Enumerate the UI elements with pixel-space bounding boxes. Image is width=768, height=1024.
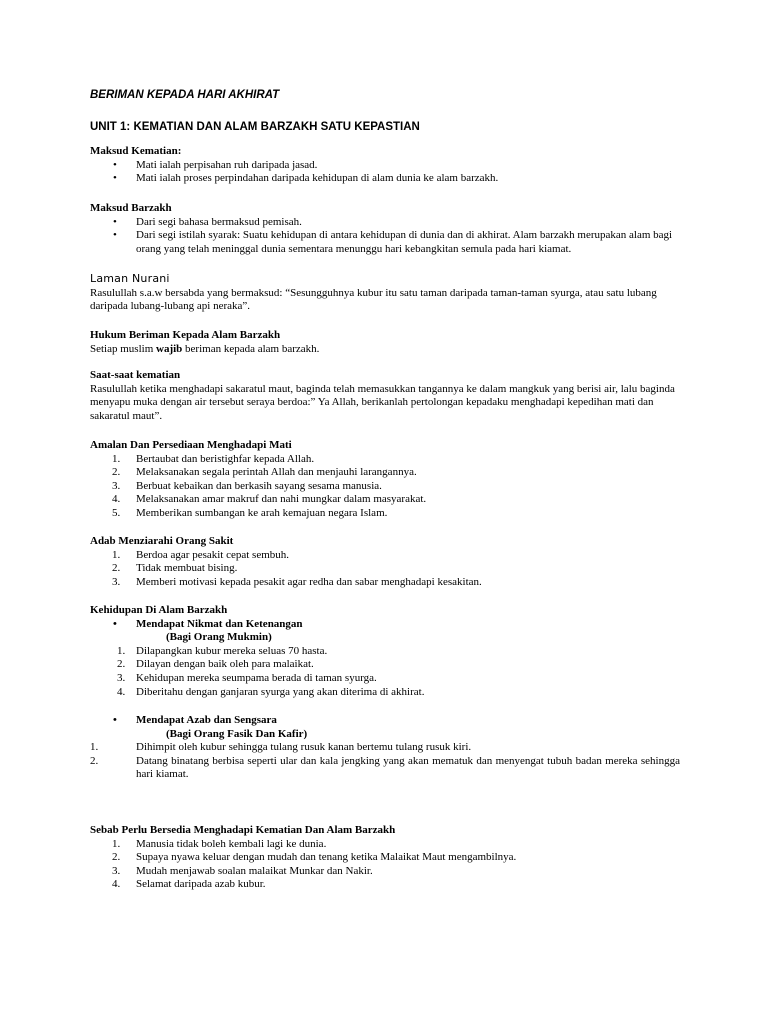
list-item: 3. Memberi motivasi kepada pesakit agar redha dan sabar menghadapi kesakitan. [112, 575, 482, 588]
section-heading: Hukum Beriman Kepada Alam Barzakh [90, 329, 281, 341]
section-maksud-kematian [90, 145, 680, 186]
list-item: 3. Kehidupan mereka seumpama berada di taman syurga. [117, 671, 377, 684]
section-sebab [90, 824, 680, 892]
list-item: • Dari segi bahasa bermaksud pemisah. [90, 216, 680, 230]
list-item: 4. Selamat daripada azab kubur. [112, 878, 266, 891]
list-item: 2. Dilayan dengan baik oleh para malaikat. [117, 658, 314, 671]
hukum-text [90, 343, 680, 357]
list-item-text: Memberi motivasi kepada pesakit agar redha dan sabar menghadapi kesakitan. [136, 575, 482, 588]
list-item-text: Dilapangkan kubur mereka seluas 70 hasta. [136, 644, 328, 657]
list-item: 2. Datang binatang berbisa seperti ular dan kala jengking yang akan mematuk dan menyengat tubuh badan mereka sehingga hari kiamat. [90, 754, 680, 781]
bullet-list [90, 714, 680, 728]
bullet-list [90, 159, 680, 186]
numbered-list [90, 645, 680, 699]
section-heading: Kehidupan Di Alam Barzakh [90, 604, 228, 616]
numbered-list [90, 838, 680, 892]
section-heading: Laman Nurani [90, 272, 170, 285]
section-hukum [90, 329, 680, 356]
list-item: 1. Dihimpit oleh kubur sehingga tulang rusuk kanan bertemu tulang rusuk kiri. [90, 741, 472, 754]
section-heading: Adab Menziarahi Orang Sakit [90, 535, 234, 547]
numbered-list [90, 453, 680, 521]
list-item: 1. Bertaubat dan beristighfar kepada Allah. [112, 452, 315, 465]
list-item: 3. Berbuat kebaikan dan berkasih sayang sesama manusia. [112, 479, 382, 492]
section-adab [90, 535, 680, 589]
list-item-text: Datang binatang berbisa seperti ular dan kala jengking yang akan mematuk dan menyengat tubuh badan mereka sehingga hari kiamat. [136, 754, 680, 781]
list-item: • Mendapat Nikmat dan Ketenangan [90, 618, 680, 632]
list-item-text: Manusia tidak boleh kembali lagi ke dunia. [136, 837, 327, 850]
list-item-text: Diberitahu dengan ganjaran syurga yang akan diterima di akhirat. [136, 685, 425, 698]
section-heading: Amalan Dan Persediaan Menghadapi Mati [90, 439, 292, 451]
section-heading: Maksud Barzakh [90, 202, 172, 214]
section-laman-nurani [90, 272, 680, 314]
list-item-text: Selamat daripada azab kubur. [136, 878, 266, 891]
document-title: BERIMAN KEPADA HARI AKHIRAT [90, 89, 280, 101]
list-item-text: Melaksanakan amar makruf dan nahi mungkar dalam masyarakat. [136, 493, 427, 506]
list-item-text: Mudah menjawab soalan malaikat Munkar dan Nakir. [136, 864, 373, 877]
saat-saat-text: Rasulullah ketika menghadapi sakaratul maut, baginda telah memasukkan tangannya ke dalam mangkuk yang berisi air, lalu baginda menyapu muka dengan air tersebut seraya berdoa:” Ya Allah, berikanlah pertolongan kepadaku menghadapi kepedihan mati dan sakaratul maut”. [90, 382, 675, 422]
section-heading: Sebab Perlu Bersedia Menghadapi Kematian Dan Alam Barzakh [90, 824, 396, 836]
bullet-list [90, 216, 680, 257]
section-heading: Maksud Kematian: [90, 145, 182, 157]
list-item-text: Berdoa agar pesakit cepat sembuh. [136, 548, 290, 561]
list-item-text: Supaya nyawa keluar dengan mudah dan tenang ketika Malaikat Maut mengambilnya. [136, 851, 517, 864]
list-item-text: Dihimpit oleh kubur sehingga tulang rusuk kanan bertemu tulang rusuk kiri. [136, 741, 472, 754]
section-kehidupan [90, 604, 680, 699]
list-item: • Mati ialah proses perpindahan daripada kehidupan di alam dunia ke alam barzakh. [90, 172, 680, 186]
list-item: 5. Memberikan sumbangan ke arah kemajuan negara Islam. [112, 506, 388, 519]
list-item-text: Kehidupan mereka seumpama berada di taman syurga. [136, 671, 377, 684]
list-item: 2. Tidak membuat bising. [112, 562, 238, 575]
section-saat-saat [90, 369, 680, 423]
text-part: Setiap muslim [90, 342, 156, 355]
section-heading: Saat-saat kematian [90, 369, 181, 381]
bullet-list [90, 618, 680, 632]
list-item-text: Memberikan sumbangan ke arah kemajuan negara Islam. [136, 506, 388, 519]
list-item: 2. Melaksanakan segala perintah Allah dan menjauhi larangannya. [112, 466, 417, 479]
list-item: 2. Supaya nyawa keluar dengan mudah dan tenang ketika Malaikat Maut mengambilnya. [112, 851, 517, 864]
list-item-text: Dilayan dengan baik oleh para malaikat. [136, 658, 314, 671]
list-item-text: Melaksanakan segala perintah Allah dan menjauhi larangannya. [136, 466, 417, 479]
list-item: • Dari segi istilah syarak: Suatu kehidupan di antara kehidupan di dunia dan di akhirat. Alam barzakh merupakan alam bagi orang yang telah meninggal dunia sementara menunggu hari kebangkitan semula pada hari kiamat. [90, 229, 680, 256]
list-item-text: Tidak membuat bising. [136, 562, 238, 575]
list-item-text: Berbuat kebaikan dan berkasih sayang sesama manusia. [136, 479, 382, 492]
section-azab [90, 714, 680, 782]
list-item-text: Bertaubat dan beristighfar kepada Allah. [136, 452, 315, 465]
section-amalan [90, 439, 680, 521]
list-item: 4. Melaksanakan amar makruf dan nahi mungkar dalam masyarakat. [112, 493, 427, 506]
list-item: 1. Dilapangkan kubur mereka seluas 70 hasta. [117, 644, 328, 657]
text-part: beriman kepada alam barzakh. [182, 342, 320, 355]
list-item: • Mati ialah perpisahan ruh daripada jasad. [90, 159, 680, 173]
subheading: (Bagi Orang Fasik Dan Kafir) [166, 727, 308, 740]
emphasis-text: wajib [156, 342, 183, 355]
section-maksud-barzakh [90, 202, 680, 256]
unit-heading: UNIT 1: KEMATIAN DAN ALAM BARZAKH SATU KEPASTIAN [90, 121, 420, 133]
subheading: (Bagi Orang Mukmin) [166, 631, 272, 644]
list-item: 4. Diberitahu dengan ganjaran syurga yang akan diterima di akhirat. [117, 685, 425, 698]
list-item: 3. Mudah menjawab soalan malaikat Munkar dan Nakir. [112, 864, 373, 877]
numbered-list [90, 549, 680, 590]
list-item: 1. Berdoa agar pesakit cepat sembuh. [112, 548, 290, 561]
list-item: • Mendapat Azab dan Sengsara [90, 714, 680, 728]
list-item: 1. Manusia tidak boleh kembali lagi ke dunia. [112, 837, 327, 850]
numbered-list [90, 741, 680, 782]
hadith-text: Rasulullah s.a.w bersabda yang bermaksud: “Sesungguhnya kubur itu satu taman daripada taman-taman syurga, atau satu lubang daripada lubang-lubang api neraka”. [90, 286, 657, 313]
